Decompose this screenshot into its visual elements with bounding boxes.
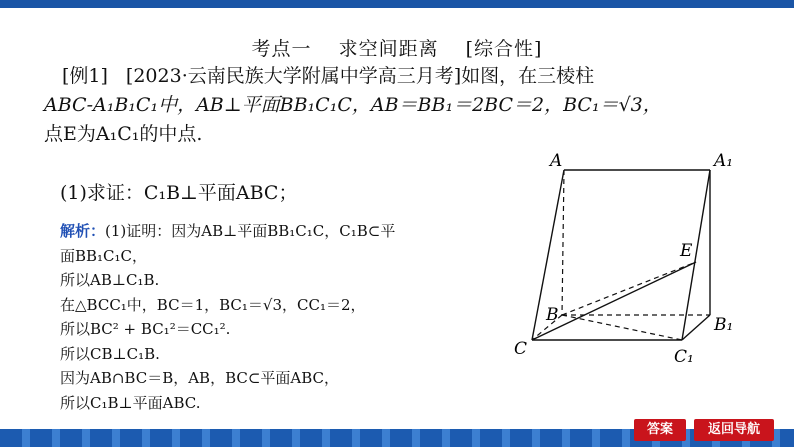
example-label: [例1]: [62, 65, 108, 87]
label-a1: A₁: [714, 151, 734, 171]
segment-c-e: [532, 262, 696, 340]
answer-button[interactable]: 答案: [634, 419, 686, 441]
question-part-1: (1)求证：C₁B⊥平面ABC；: [60, 182, 298, 204]
label-b1: B₁: [714, 315, 734, 335]
label-a: A: [550, 151, 563, 171]
edge-a-b: [562, 170, 564, 315]
solution-line-text: (1)证明：因为AB⊥平面BB₁C₁C，C₁B⊂平: [105, 222, 396, 240]
topic-tag: [综合性]: [465, 38, 543, 60]
problem-text-1: 如图，在三棱柱: [461, 65, 595, 87]
solution-line: [60, 219, 505, 244]
solution-line: 在△BCC₁中，BC＝1，BC₁＝√3，CC₁＝2，: [60, 295, 366, 314]
segment-b-c1: [562, 315, 682, 340]
label-c1: C₁: [674, 347, 694, 367]
problem-line-2: ABC-A₁B₁C₁中，AB⊥平面BB₁C₁C，AB＝BB₁＝2BC＝2，BC₁＝√3，: [44, 94, 662, 116]
solution-heading: 解析：: [60, 222, 106, 240]
solution-line: 所以BC² + BC₁²＝CC₁².: [60, 320, 231, 338]
solution-block: [60, 219, 505, 415]
section-title: [0, 34, 794, 61]
solution-line: 面BB₁C₁C，: [60, 246, 148, 265]
label-c: C: [514, 339, 528, 359]
label-b: B: [546, 305, 559, 325]
problem-source: [2023·云南民族大学附属中学高三月考]: [125, 65, 462, 87]
solution-line: 所以C₁B⊥平面ABC.: [60, 393, 201, 412]
topic-name: 求空间距离: [338, 38, 439, 60]
problem-statement: [44, 62, 764, 149]
prism-figure: [510, 150, 780, 380]
segment-b-e: [562, 262, 696, 315]
solution-line: 所以AB⊥C₁B.: [60, 271, 160, 289]
top-accent-bar: [0, 0, 794, 8]
solution-line: 所以CB⊥C₁B.: [60, 344, 160, 363]
solution-line: 因为AB∩BC＝B，AB，BC⊂平面ABC，: [60, 369, 340, 387]
problem-line-3: 点E为A₁C₁的中点.: [44, 123, 203, 145]
back-to-navigation-button[interactable]: 返回导航: [694, 419, 774, 441]
topic-number: 考点一: [251, 38, 312, 60]
label-e: E: [680, 241, 693, 261]
problem-line-1: [44, 62, 764, 91]
